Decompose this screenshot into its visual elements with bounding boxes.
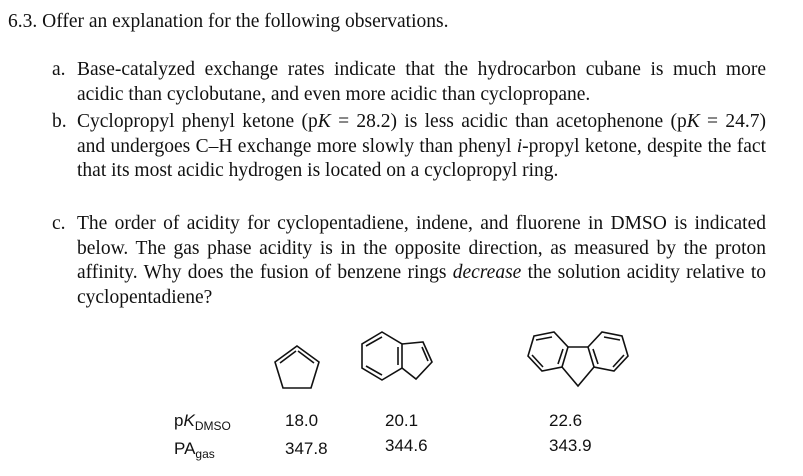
pk-dmso-label: $pK_{DMSO}$ (174, 411, 231, 433)
emphasis: decrease (452, 262, 522, 283)
item-letter: a. (52, 59, 66, 80)
item-c (52, 212, 766, 310)
pa-value-cyclopentadiene: 347.8 (285, 439, 328, 458)
pa-value-fluorene: 343.9 (549, 436, 592, 455)
item-text: Cyclopropyl phenyl ketone (pK = 28.2) is less acidic than acetophenone (pK = 24.7) and undergoes C–H exchange more slowly than phenyl i-propyl ketone, despite the fact that its most acidic hydrogen is located on a cyclopropyl ring. (77, 111, 766, 181)
pk-value-cyclopentadiene: 18.0 (285, 411, 319, 430)
fluorene-structure (512, 328, 644, 390)
cyclopentadiene-structure (268, 340, 328, 398)
pk-value-indene: 20.1 (385, 411, 419, 430)
item-letter: b. (52, 111, 67, 132)
pa-value-indene: 344.6 (385, 436, 428, 455)
item-letter: c. (52, 213, 66, 234)
item-a (52, 58, 766, 107)
problem-heading: 6.3. Offer an explanation for the following observations. (8, 11, 449, 32)
item-text: Base-catalyzed exchange rates indicate that the hydrocarbon cubane is much more acidic than cyclobutane, and even more acidic than cyclopropane. (77, 59, 766, 105)
indene-structure (344, 328, 444, 394)
item-b (52, 110, 766, 184)
item-text: The order of acidity for cyclopentadiene, indene, and fluorene in DMSO is indicated below. The gas phase acidity is in the opposite direction, as measured by the proton affinity. Why does the fusion of benzene rings decrease the solution acidity relative to cyclopentadiene? (77, 213, 767, 308)
pk-value-fluorene: 22.6 (549, 411, 583, 430)
pa-gas-label: $PA_{gas}$ (174, 439, 215, 461)
